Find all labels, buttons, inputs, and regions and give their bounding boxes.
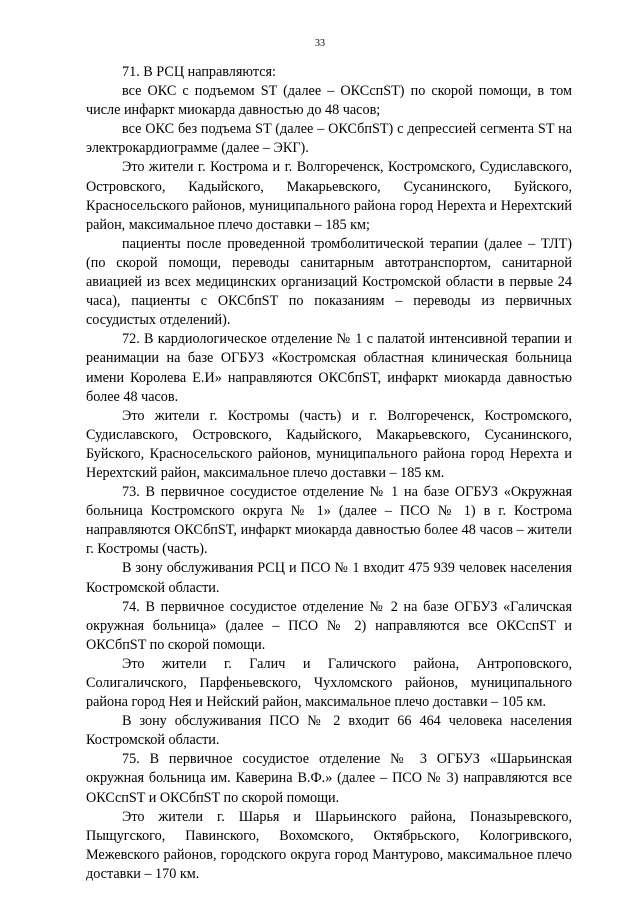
paragraph: Это жители г. Шарья и Шарьинского района, Поназыревского, Пыщугского, Павинского, Вохомского, Октябрьского, Кологривского, Межевского районов, городского округа город Мантурово, максимальное плечо доставки – 170 км.	[86, 808, 572, 882]
paragraph: 72. В кардиологическое отделение № 1 с палатой интенсивной терапии и реанимации на базе ОГБУЗ «Костромская областная клиническая больница имени Королева Е.И» направляются ОКСбпST, инфаркт миокарда давностью более 48 часов.	[86, 331, 572, 405]
paragraph: 71. В РСЦ направляются:	[122, 64, 276, 80]
paragraph: В зону обслуживания РСЦ и ПСО № 1 входит 475 939 человек населения Костромской области.	[86, 560, 572, 596]
paragraph: 74. В первичное сосудистое отделение № 2 на базе ОГБУЗ «Галичская окружная больница» (далее – ПСО № 2) направляются все ОКСспST и ОКСбпST по скорой помощи.	[86, 598, 572, 653]
paragraph: 73. В первичное сосудистое отделение № 1 на базе ОГБУЗ «Окружная больница Костромского округа № 1» (далее – ПСО № 1) в г. Кострома направляются ОКСбпST, инфаркт миокарда давностью более 48 часов – жители г. Костромы (часть).	[86, 484, 572, 558]
page-number: 33	[315, 38, 325, 49]
paragraph: Это жители г. Костромы (часть) и г. Волгореченск, Костромского, Судиславского, Островского, Кадыйского, Макарьевского, Сусанинского, Буйского, Красносельского районов, муниципального района город Нерехта и Нерехтский район, максимальное плечо доставки – 185 км.	[86, 407, 572, 481]
paragraph: Это жители г. Галич и Галичского района, Антроповского, Солигаличского, Парфеньевского, Чухломского районов, муниципального района город Нея и Нейский район, максимальное плечо доставки – 105 км.	[86, 655, 572, 711]
paragraph: пациенты после проведенной тромболитической терапии (далее – ТЛТ) (по скорой помощи, переводы санитарным автотранспортом, санитарной авиацией из всех медицинских организаций Костромской области в первые 24 часа), пациенты с ОКСбпST по показаниям – переводы из первичных сосудистых отделений).	[86, 235, 572, 329]
paragraph: Это жители г. Кострома и г. Волгореченск, Костромского, Судиславского, Островского, Кадыйского, Макарьевского, Сусанинского, Буйского, Красносельского районов, муниципального района город Нерехта и Нерехтский район, максимальное плечо доставки – 185 км;	[86, 159, 572, 233]
paragraph: все ОКС с подъемом ST (далее – ОКСспST) по скорой помощи, в том числе инфаркт миокарда давностью до 48 часов;	[86, 83, 572, 119]
paragraph: В зону обслуживания ПСО № 2 входит 66 464 человека населения Костромской области.	[86, 713, 572, 749]
paragraph: 75. В первичное сосудистое отделение № 3 ОГБУЗ «Шарьинская окружная больница им. Каверина В.Ф.» (далее – ПСО № 3) направляются все ОКСспST и ОКСбпST по скорой помощи.	[86, 751, 572, 806]
document-body	[86, 63, 572, 884]
paragraph: все ОКС без подъема ST (далее – ОКСбпST) с депрессией сегмента ST на электрокардиограмме (далее – ЭКГ).	[86, 121, 572, 157]
